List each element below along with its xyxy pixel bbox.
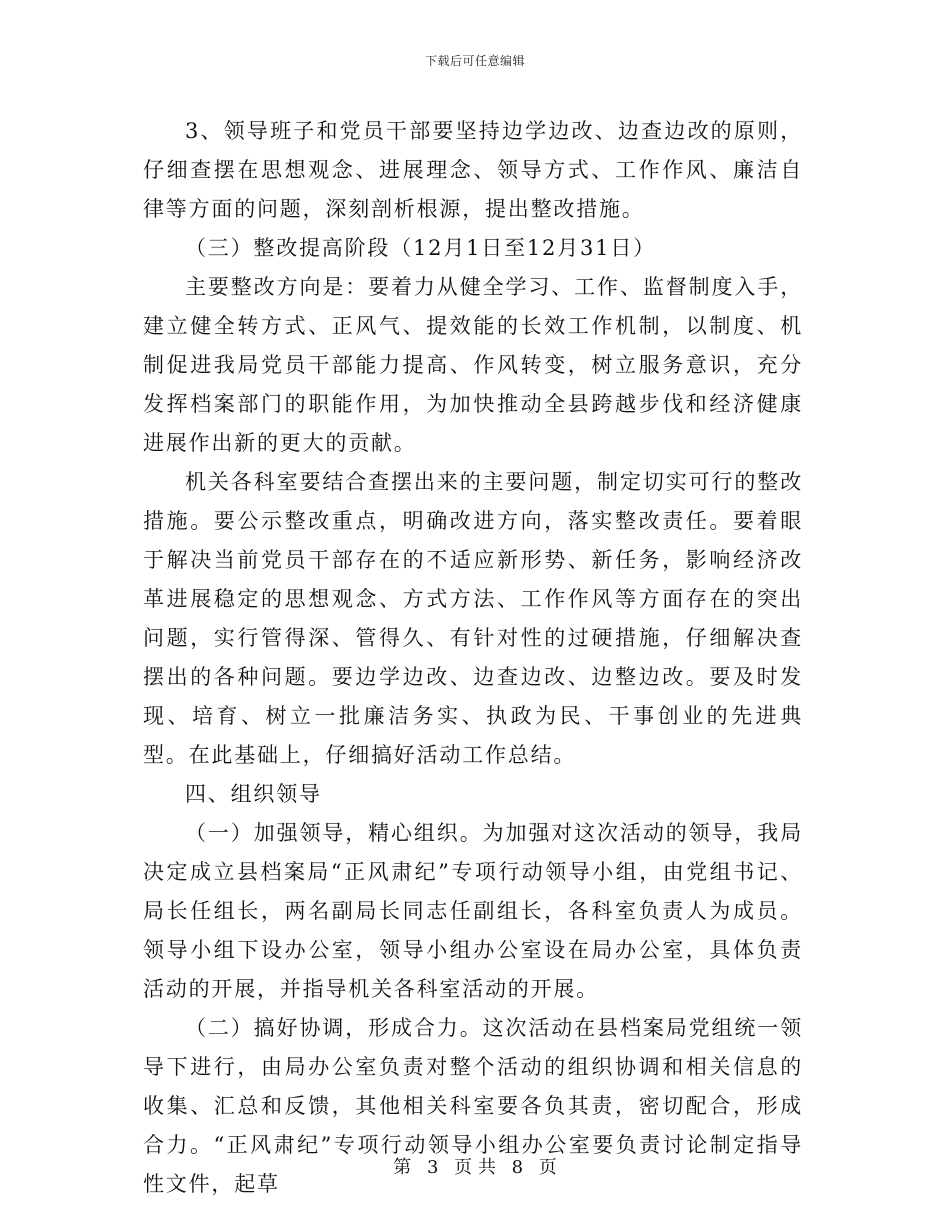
page-number: 3 [426,1157,439,1178]
paragraph-strengthen-leadership: （一）加强领导，精心组织。为加强对这次活动的领导，我局决定成立县档案局“正风肃纪”专项行动领导小组，由党组书记、局长任组长，两名副局长同志任副组长，各科室负责人为成员。领导小组下设办公室，领导小组办公室设在局办公室，具体负责活动的开展，并指导机关各科室活动的开展。 [143,821,803,1001]
page-total: 8 [511,1157,524,1178]
document-body [143,112,803,1204]
footer-suffix: 页 [538,1157,557,1178]
paragraph-department-measures: 机关各科室要结合查摆出来的主要问题，制定切实可行的整改措施。要公示整改重点，明确改进方向，落实整改责任。要着眼于解决当前党员干部存在的不适应新形势、新任务，影响经济改革进展稳定的思想观念、方式方法、工作作风等方面存在的突出问题，实行管得深、管得久、有针对性的过硬措施，仔细解决查摆出的各种问题。要边学边改、边查边改、边整边改。要及时发现、培育、树立一批廉洁务实、执政为民、干事创业的先进典型。在此基础上，仔细搞好活动工作总结。 [143,470,803,767]
footer-middle: 页 共 [454,1157,496,1178]
page-footer [0,1153,950,1179]
footer-prefix: 第 [393,1157,412,1178]
paragraph-rectification-item-3: 3、领导班子和党员干部要坚持边学边改、边查边改的原则，仔细查摆在思想观念、进展理念、领导方式、工作作风、廉洁自律等方面的问题，深刻剖析根源，提出整改措施。 [143,119,803,221]
page-header: 下载后可任意编辑 [424,54,525,68]
paragraph-main-direction: 主要整改方向是：要着力从健全学习、工作、监督制度入手，建立健全转方式、正风气、提效能的长效工作机制，以制度、机制促进我局党员干部能力提高、作风转变，树立服务意识，充分发挥档案部门的职能作用，为加快推动全县跨越步伐和经济健康进展作出新的更大的贡献。 [143,275,803,455]
paragraph-coordination: （二）搞好协调，形成合力。这次活动在县档案局党组统一领导下进行，由局办公室负责对整个活动的组织协调和相关信息的收集、汇总和反馈，其他相关科室要各负其责，密切配合，形成合力。“正风肃纪”专项行动领导小组办公室要负责讨论制定指导性文件，起草 [143,1016,803,1196]
section-heading-organization: 四、组织领导 [185,782,322,806]
paragraph-stage-three-heading: （三）整改提高阶段（12月1日至12月31日） [185,236,656,260]
